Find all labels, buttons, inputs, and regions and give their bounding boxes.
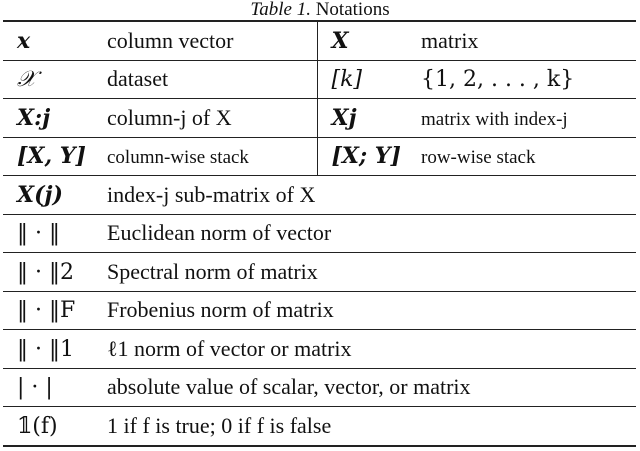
table-row <box>3 368 636 407</box>
description: absolute value of scalar, vector, or matrix <box>107 374 471 400</box>
symbol-cell <box>317 137 421 176</box>
description: dataset <box>107 66 169 92</box>
description: column-wise stack <box>107 147 249 169</box>
description: column vector <box>107 27 234 53</box>
symbol-cell <box>3 330 107 369</box>
table-row <box>3 137 636 176</box>
symbol: X(j) <box>17 181 63 208</box>
symbol-cell <box>3 253 107 292</box>
description: 1 if f is true; 0 if f is false <box>107 412 332 438</box>
description: ℓ1 norm of vector or matrix <box>107 335 352 361</box>
description: index-j sub-matrix of X <box>107 181 316 207</box>
table-row <box>3 60 636 99</box>
symbol-cell <box>3 291 107 330</box>
table-caption <box>0 0 640 20</box>
description: matrix with index-j <box>421 108 568 130</box>
description-cell <box>107 99 317 138</box>
symbol: X <box>331 27 349 54</box>
description-cell <box>107 253 636 292</box>
symbol-cell <box>317 21 421 60</box>
description-cell <box>107 137 317 176</box>
symbol: [k] <box>331 67 362 93</box>
symbol: ‖ · ‖ <box>17 221 60 247</box>
symbol: 𝒳 <box>17 67 36 93</box>
table-row <box>3 330 636 369</box>
description-cell <box>107 291 636 330</box>
symbol-cell <box>3 407 107 446</box>
description-cell <box>107 407 636 446</box>
notation-table <box>3 20 636 447</box>
symbol: X:j <box>17 104 51 131</box>
description: Frobenius norm of matrix <box>107 297 334 323</box>
symbol: | · | <box>17 375 53 401</box>
symbol-cell <box>317 99 421 138</box>
table-row <box>3 253 636 292</box>
symbol-cell <box>3 368 107 407</box>
symbol: [X, Y] <box>17 143 86 170</box>
description-cell <box>107 60 317 99</box>
symbol: Xj <box>331 104 357 131</box>
description-cell <box>107 21 317 60</box>
description-cell <box>107 176 636 215</box>
description: {1, 2, . . . , k} <box>421 67 575 93</box>
description-cell <box>107 214 636 253</box>
symbol: [X; Y] <box>331 143 401 170</box>
description-cell <box>107 368 636 407</box>
symbol-cell <box>3 60 107 99</box>
symbol: 𝟙(f) <box>17 413 58 439</box>
description: Spectral norm of matrix <box>107 258 318 284</box>
table-row <box>3 99 636 138</box>
table-row <box>3 407 636 446</box>
table-row <box>3 176 636 215</box>
description-cell <box>421 137 636 176</box>
description: row-wise stack <box>421 147 536 169</box>
symbol: ‖ · ‖2 <box>17 259 74 285</box>
table-row <box>3 291 636 330</box>
symbol: ‖ · ‖1 <box>17 336 74 362</box>
symbol-cell <box>3 99 107 138</box>
symbol-cell <box>3 214 107 253</box>
symbol-cell <box>3 21 107 60</box>
symbol: ‖ · ‖F <box>17 298 76 324</box>
symbol-cell <box>3 176 107 215</box>
description-cell <box>421 21 636 60</box>
description-cell <box>107 330 636 369</box>
symbol: x <box>17 27 31 54</box>
symbol-cell <box>3 137 107 176</box>
description: matrix <box>421 27 479 53</box>
description-cell <box>421 99 636 138</box>
symbol-cell <box>317 60 421 99</box>
table-caption-title: Notations <box>315 0 390 20</box>
table-row <box>3 21 636 60</box>
description: Euclidean norm of vector <box>107 220 332 246</box>
description: column-j of X <box>107 104 232 130</box>
table-caption-label: Table 1. <box>250 0 311 20</box>
table-row <box>3 214 636 253</box>
description-cell <box>421 60 636 99</box>
